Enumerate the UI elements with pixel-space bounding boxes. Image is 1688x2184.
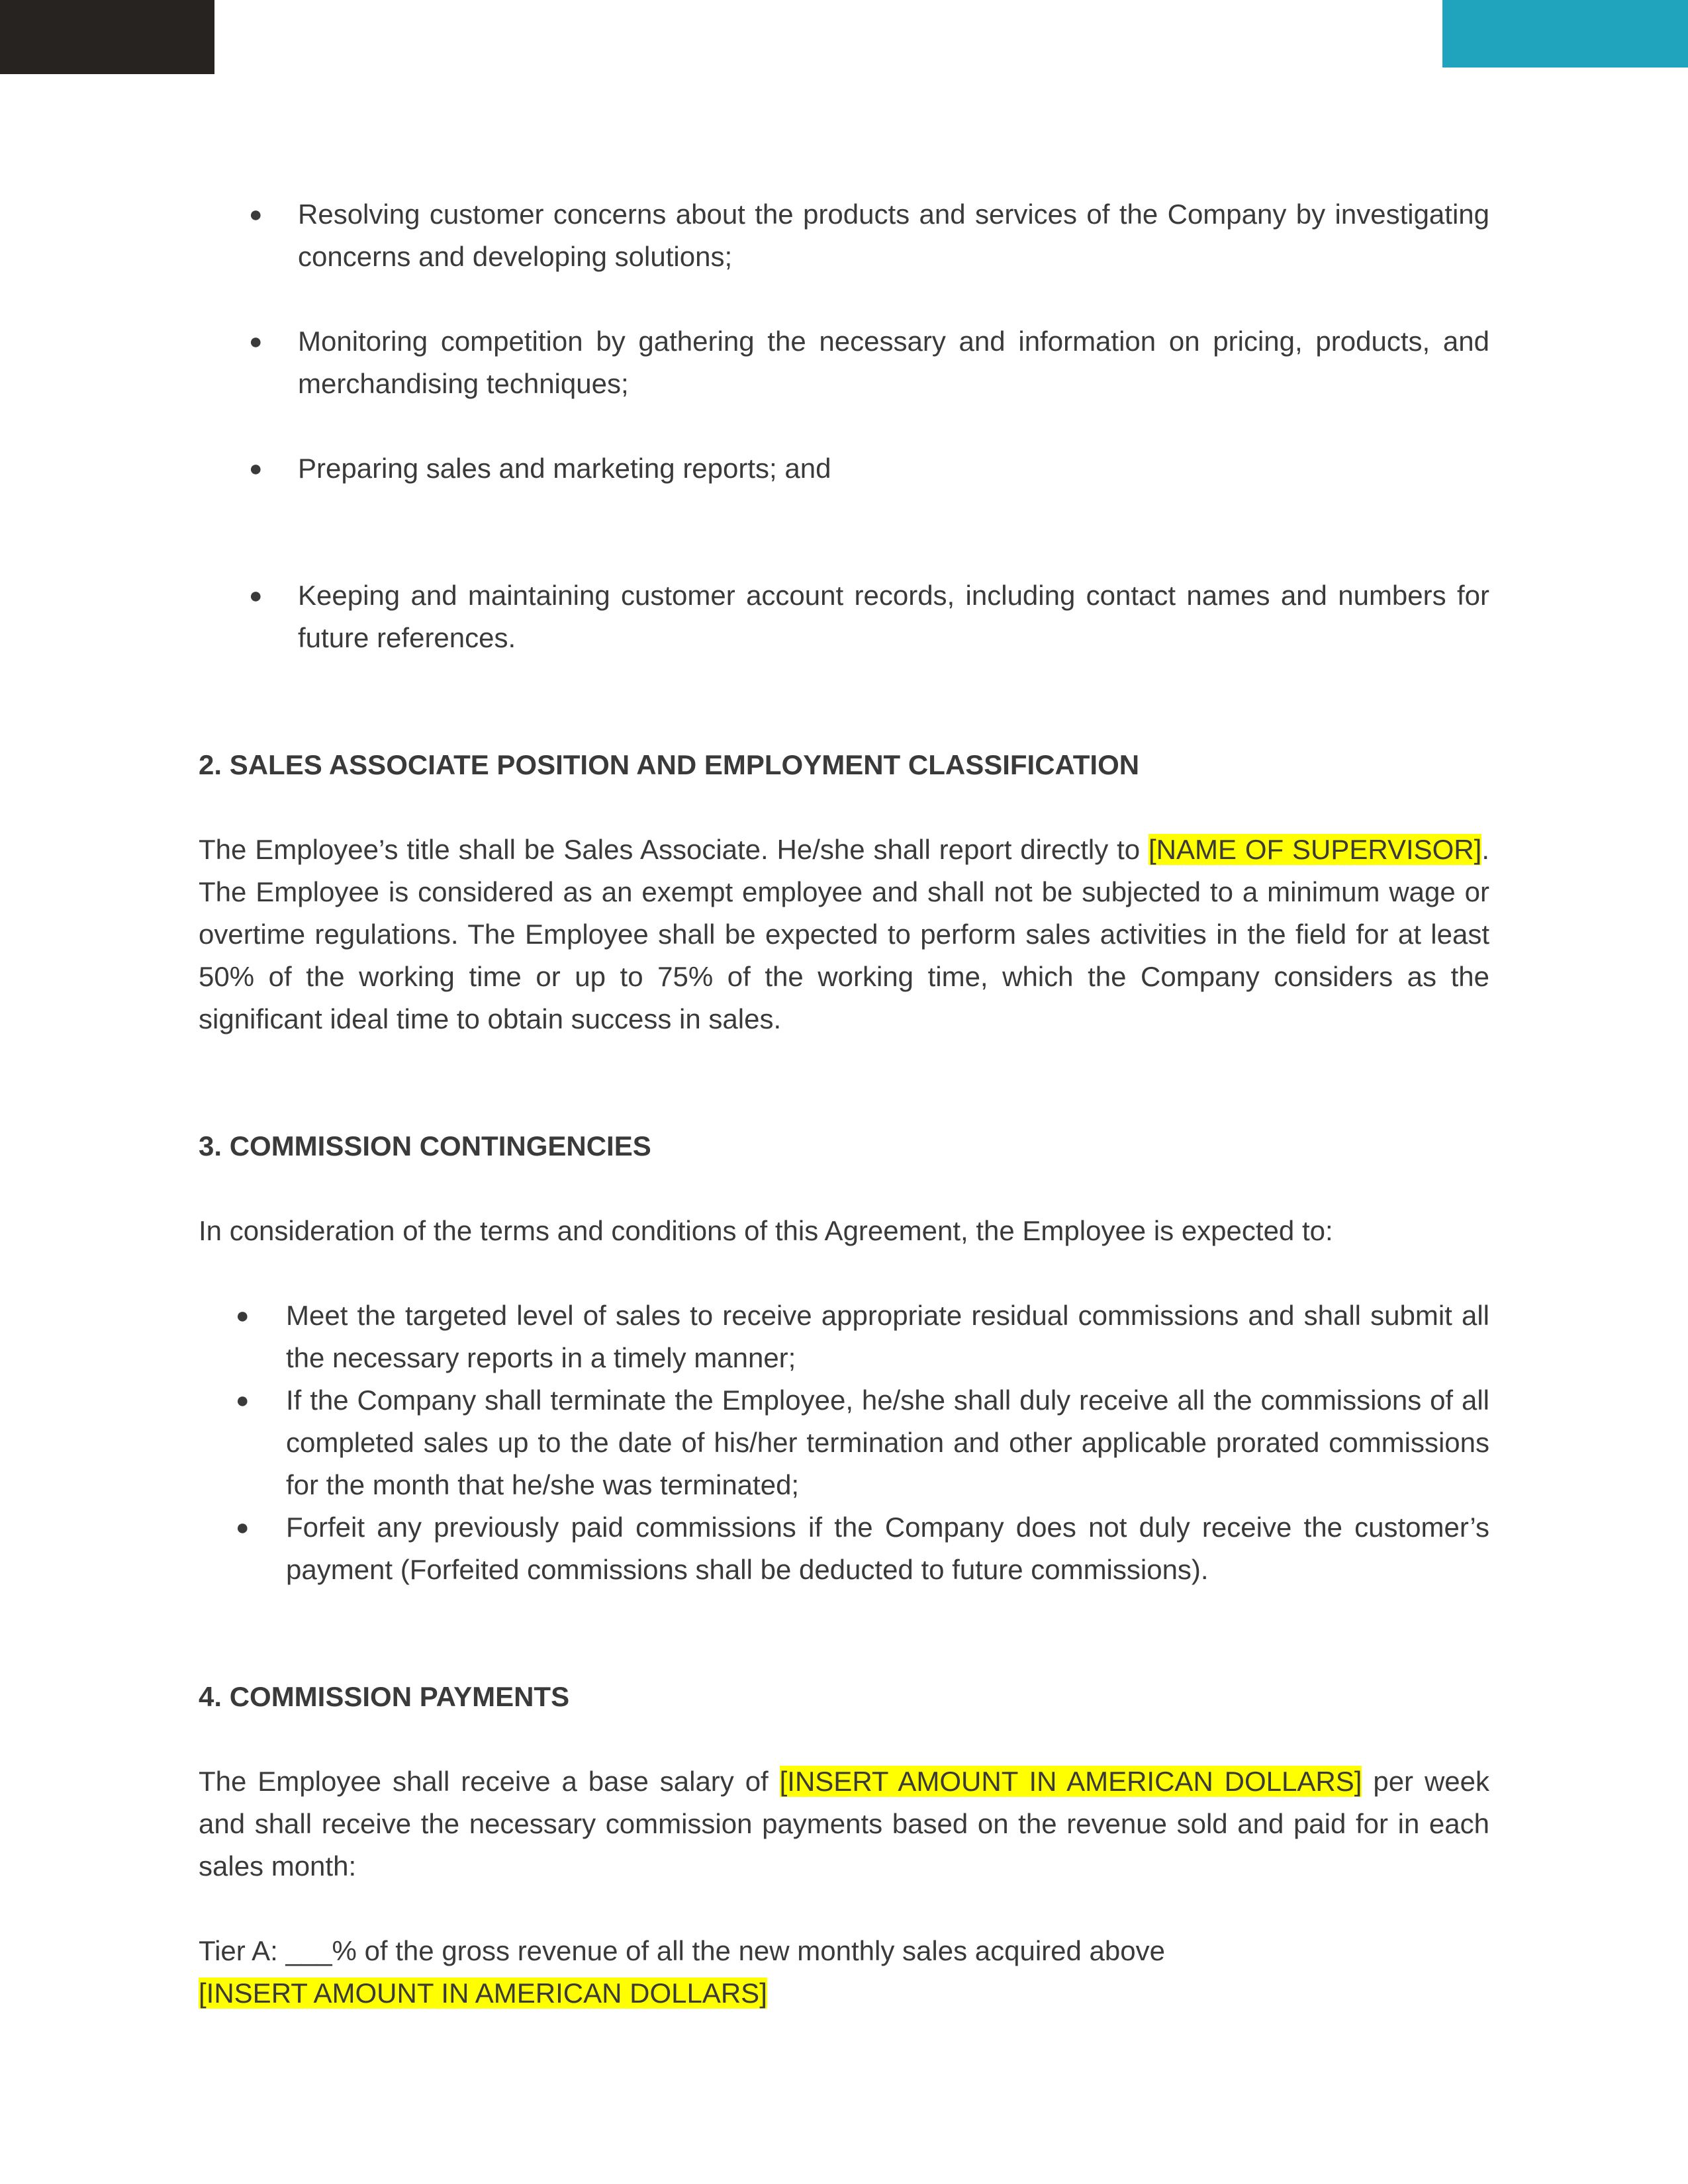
section-2-text-after: . The Employee is considered as an exempt employee and shall not be subjected to a minimum wage or overtime regulations. The Employee shall be expected to perform sales activities in the field for at least 50% of the working time or up to 75% of the working time, which the Company considers as the significant ideal time to obtain success in sales. [199, 834, 1489, 1034]
list-item-text: Meet the targeted level of sales to receive appropriate residual commissions and shall submit all the necessary reports in a timely manner; [286, 1300, 1489, 1373]
header-dark-bar [0, 0, 214, 74]
bullet-icon: ● [249, 329, 263, 354]
document-body [199, 193, 1489, 2015]
bullet-icon: ● [236, 1388, 250, 1413]
tier-a-placeholder: [INSERT AMOUNT IN AMERICAN DOLLARS] [199, 1978, 767, 2009]
list-item-text: Forfeit any previously paid commissions if the Company does not duly receive the customer’s payment (Forfeited commissions shall be deducted to future commissions). [286, 1512, 1489, 1585]
bullet-icon: ● [249, 202, 263, 227]
list-item [199, 447, 1489, 490]
list-item-text: Preparing sales and marketing reports; and [298, 453, 831, 484]
section-4-paragraph [199, 1760, 1489, 1888]
list-item-text: Monitoring competition by gathering the necessary and information on pricing, products, and merchandising techniques; [298, 326, 1489, 399]
tier-a-amount-line [199, 1972, 1489, 2015]
list-item [199, 1295, 1489, 1379]
section-2-text-before: The Employee’s title shall be Sales Associate. He/she shall report directly to [199, 834, 1149, 865]
section-4-heading: 4. COMMISSION PAYMENTS [199, 1681, 570, 1712]
section-2-heading: 2. SALES ASSOCIATE POSITION AND EMPLOYMENT CLASSIFICATION [199, 749, 1140, 780]
tier-a-line: Tier A: ___% of the gross revenue of all the new monthly sales acquired above [199, 1935, 1165, 1966]
section-3-intro: In consideration of the terms and conditions of this Agreement, the Employee is expected to: [199, 1215, 1333, 1246]
supervisor-placeholder: [NAME OF SUPERVISOR] [1148, 834, 1482, 865]
list-item-text: Resolving customer concerns about the products and services of the Company by investigating concerns and developing solutions; [298, 199, 1489, 272]
list-item [199, 193, 1489, 278]
section-4-text-before: The Employee shall receive a base salary of [199, 1766, 780, 1797]
header-teal-bar [1442, 0, 1688, 68]
list-item [199, 574, 1489, 659]
bullet-icon: ● [236, 1515, 250, 1540]
list-item [199, 320, 1489, 405]
section-4-text-after: per week and shall receive the necessary commission payments based on the revenue sold and paid for in each sales month: [199, 1766, 1489, 1882]
list-item [199, 1506, 1489, 1591]
contingencies-list [199, 1295, 1489, 1591]
bullet-icon: ● [249, 456, 263, 481]
salary-placeholder: [INSERT AMOUNT IN AMERICAN DOLLARS] [779, 1766, 1362, 1797]
bullet-icon: ● [236, 1303, 250, 1328]
section-2-paragraph [199, 829, 1489, 1040]
list-item [199, 1379, 1489, 1506]
bullet-icon: ● [249, 583, 263, 608]
duties-list [199, 193, 1489, 659]
section-3-heading: 3. COMMISSION CONTINGENCIES [199, 1130, 651, 1161]
list-item-text: If the Company shall terminate the Employee, he/she shall duly receive all the commissions of all completed sales up to the date of his/her termination and other applicable prorated commissions for the month that he/she was terminated; [286, 1385, 1489, 1500]
list-item-text: Keeping and maintaining customer account records, including contact names and numbers for future references. [298, 580, 1489, 653]
